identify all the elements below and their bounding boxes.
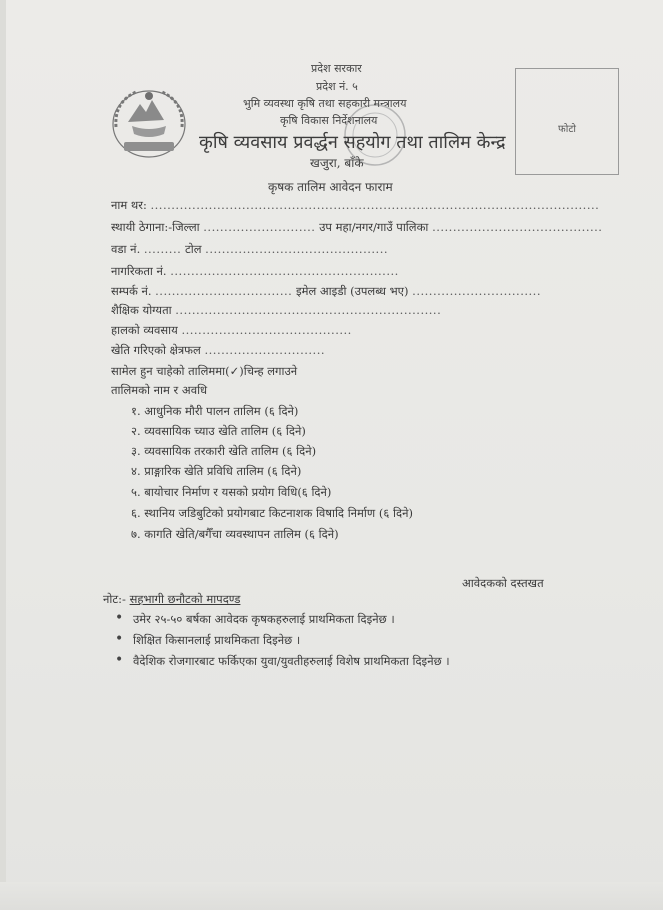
farm-area-dots: ............................. [204,343,326,357]
tole-dots: ............................................ [205,242,389,256]
training-list-heading: तालिमको नाम र अवधि [111,383,208,397]
training-item: ४. प्राङ्गारिक खेति प्रविधि तालिम (६ दिने) [131,464,302,478]
email-dots: ............................... [412,284,541,298]
training-item: २. व्यवसायिक च्याउ खेति तालिम (६ दिने) [131,424,306,438]
center-location: खजुरा, बाँके [310,156,364,170]
name-field [111,198,599,212]
address-dots-2: ......................................... [432,220,603,234]
note-prefix: नोट:- [103,592,126,606]
training-item: १. आधुनिक मौरी पालन तालिम (६ दिने) [131,404,299,418]
applicant-signature-label: आवेदकको दस्तखत [462,576,544,590]
note-heading [103,592,240,606]
header-line-4: कृषि विकास निर्देशनालय [280,114,378,127]
occupation-label: हालको व्यवसाय [111,323,178,337]
selection-criteria-list [113,612,450,675]
photo-label: फोटो [558,124,576,135]
address-dots-1: ........................... [203,220,316,234]
training-item: ७. कागति खेति/बगैँचा व्यवस्थापन तालिम (६ दिने) [131,527,339,541]
scan-edge [0,0,6,910]
contact-label: सम्पर्क नं. [111,284,152,298]
ward-field [111,242,388,256]
ward-dots: ......... [143,242,182,256]
header-line-3: भुमि व्यवस्था कृषि तथा सहकारी मन्त्रालय [243,97,407,110]
education-label: शैक्षिक योग्यता [111,303,172,317]
training-item: ५. बायोचार निर्माण र यसको प्रयोग विधि(६ दिने) [131,485,332,499]
address-field [111,220,602,234]
training-item: ६. स्थानिय जडिबुटिको प्रयोगबाट किटनाशक विषादि निर्माण (६ दिने) [131,506,413,520]
ward-label: वडा नं. [111,242,141,256]
form-title: कृषक तालिम आवेदन फाराम [268,180,393,194]
tick-instruction: सामेल हुन चाहेको तालिममा(✓)चिन्ह लगाउने [111,364,298,378]
header-line-1: प्रदेश सरकार [311,62,362,75]
list-item: • शिक्षित किसानलाई प्राथमिकता दिइनेछ । [113,633,450,654]
address-label: स्थायी ठेगाना:-जिल्ला [111,220,200,234]
contact-field [111,284,541,298]
farm-area-field [111,343,325,357]
education-dots: ................................................................ [175,303,442,317]
center-name: कृषि व्यवसाय प्रवर्द्धन सहयोग तथा तालिम केन्द्र [199,132,506,153]
occupation-dots: ......................................... [181,323,352,337]
farm-area-label: खेति गरिएको क्षेत्रफल [111,343,201,357]
nepal-emblem-icon [106,82,192,162]
header-line-2: प्रदेश नं. ५ [316,80,358,93]
training-item: ३. व्यवसायिक तरकारी खेति तालिम (६ दिने) [131,444,317,458]
email-label: इमेल आइडी (उपलब्ध भए) [295,284,409,298]
name-label: नाम थर: [111,198,147,212]
citizenship-field [111,264,399,278]
education-field [111,303,441,317]
photo-box [515,68,619,175]
occupation-field [111,323,352,337]
tole-label: टोल [184,242,202,256]
name-dots: ............................................................................................................ [150,198,600,212]
citizenship-label: नागरिकता नं. [111,264,167,278]
note-title: सहभागी छनौटको मापदण्ड [129,592,241,606]
contact-dots: ................................. [155,284,293,298]
citizenship-dots: ....................................................... [170,264,399,278]
scan-bottom-edge [0,882,663,910]
municipality-label: उप महा/नगर/गाउँ पालिका [319,220,429,234]
list-item: • उमेर २५-५० बर्षका आवेदक कृषकहरुलाई प्राथमिकता दिइनेछ । [113,612,450,633]
list-item: • वैदेशिक रोजगारबाट फर्किएका युवा/युवतीहरुलाई विशेष प्राथमिकता दिइनेछ । [113,654,450,675]
